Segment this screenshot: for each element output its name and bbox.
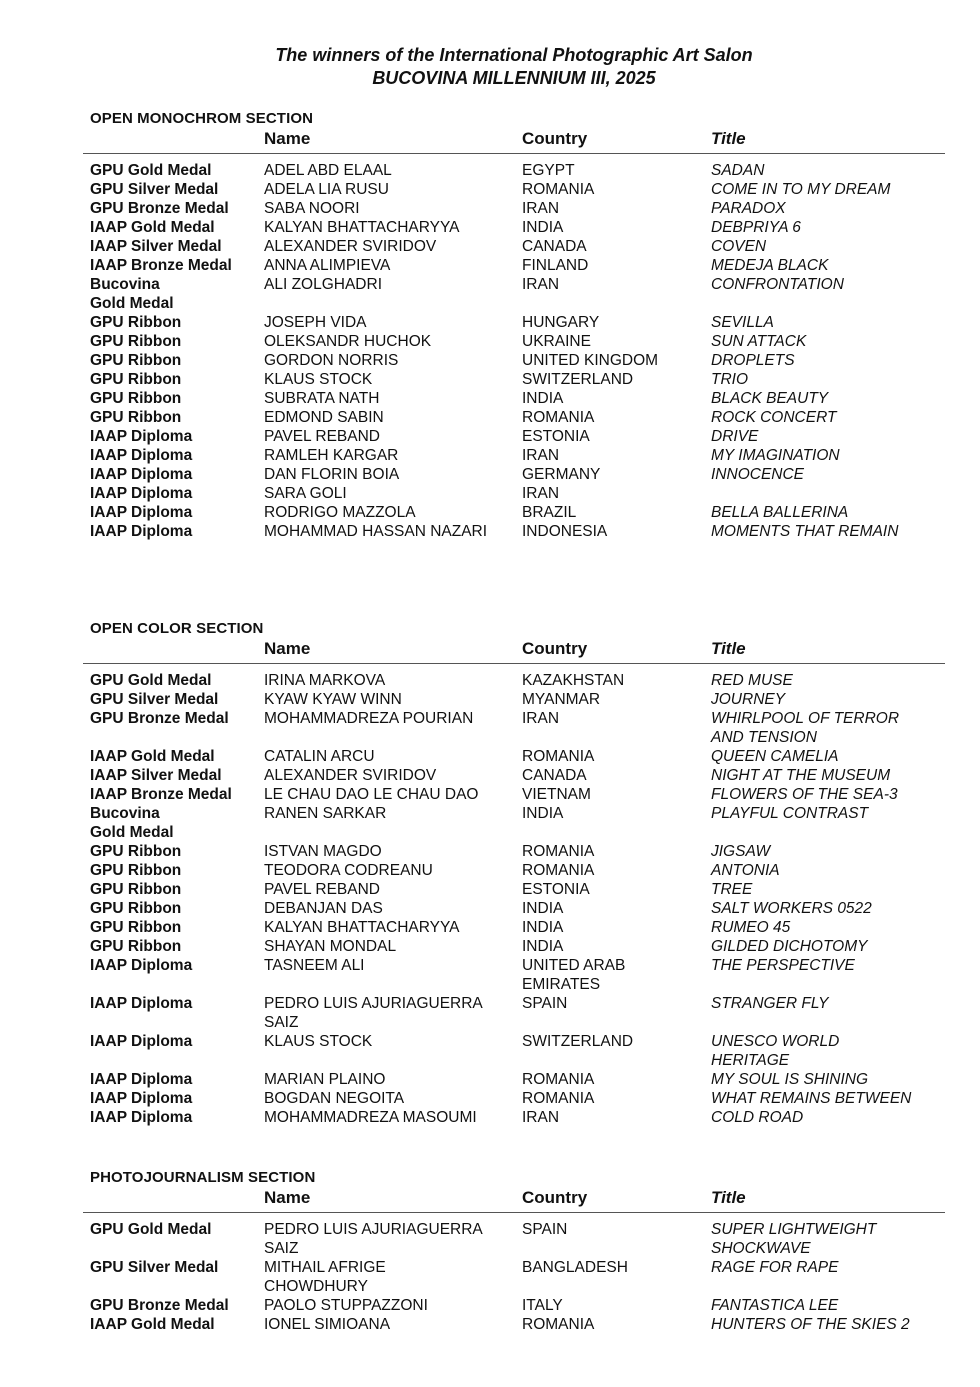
award-cell: GPU Ribbon (90, 314, 182, 331)
title-cell: CONFRONTATION (711, 276, 844, 293)
award-cell: GPU Bronze Medal (90, 1297, 229, 1314)
country-cell: IRAN (522, 200, 560, 217)
award-cell: GPU Silver Medal (90, 691, 219, 708)
column-header-title: Title (711, 639, 746, 658)
award-cell: IAAP Diploma (90, 428, 193, 445)
country-cell: UKRAINE (522, 333, 591, 350)
country-cell: KAZAKHSTAN (522, 672, 625, 689)
title-cell: THE PERSPECTIVE (711, 957, 855, 974)
name-cell: MOHAMMAD HASSAN NAZARI (264, 523, 488, 540)
name-cell: OLEKSANDR HUCHOK (264, 333, 432, 350)
title-cell: COLD ROAD (711, 1109, 804, 1126)
column-header-name: Name (264, 639, 311, 658)
country-cell: HUNGARY (522, 314, 600, 331)
award-cell: GPU Ribbon (90, 938, 182, 955)
title-cell: TREE (711, 881, 753, 898)
name-cell: CATALIN ARCU (264, 748, 375, 765)
name-cell: ADELA LIA RUSU (264, 181, 389, 198)
award-cell: Bucovina Gold Medal (90, 276, 174, 312)
award-cell: GPU Gold Medal (90, 1221, 212, 1238)
name-cell: PEDRO LUIS AJURIAGUERRA SAIZ (264, 1221, 483, 1257)
award-cell: IAAP Diploma (90, 523, 193, 540)
name-cell: DEBANJAN DAS (264, 900, 383, 917)
title-cell: SUN ATTACK (711, 333, 807, 350)
title-cell: COME IN TO MY DREAM (711, 181, 891, 198)
name-cell: KALYAN BHATTACHARYYA (264, 219, 460, 236)
country-cell: INDIA (522, 900, 564, 917)
award-cell: GPU Ribbon (90, 409, 182, 426)
award-cell: GPU Silver Medal (90, 1259, 219, 1276)
country-cell: ROMANIA (522, 1316, 595, 1333)
country-cell: IRAN (522, 1109, 560, 1126)
country-cell: FINLAND (522, 257, 589, 274)
name-cell: DAN FLORIN BOIA (264, 466, 400, 483)
country-cell: INDIA (522, 390, 564, 407)
country-cell: ESTONIA (522, 428, 590, 445)
title-cell: ANTONIA (711, 862, 780, 879)
country-cell: INDIA (522, 919, 564, 936)
country-cell: UNITED ARAB EMIRATES (522, 957, 626, 993)
name-cell: SABA NOORI (264, 200, 360, 217)
award-cell: GPU Ribbon (90, 371, 182, 388)
title-cell: WHIRLPOOL OF TERROR AND TENSION (711, 710, 900, 746)
country-cell: ROMANIA (522, 862, 595, 879)
title-cell: MEDEJA BLACK (711, 257, 829, 274)
name-cell: SUBRATA NATH (264, 390, 380, 407)
name-cell: MITHAIL AFRIGE CHOWDHURY (264, 1259, 386, 1295)
name-cell: KLAUS STOCK (264, 371, 373, 388)
award-cell: GPU Bronze Medal (90, 200, 229, 217)
column-header-name: Name (264, 1188, 311, 1207)
title-cell: QUEEN CAMELIA (711, 748, 839, 765)
award-cell: IAAP Silver Medal (90, 238, 222, 255)
name-cell: KYAW KYAW WINN (264, 691, 402, 708)
award-cell: GPU Ribbon (90, 862, 182, 879)
name-cell: TASNEEM ALI (264, 957, 365, 974)
award-cell: IAAP Diploma (90, 1090, 193, 1107)
column-header-name: Name (264, 129, 311, 148)
country-cell: ROMANIA (522, 843, 595, 860)
name-cell: MOHAMMADREZA POURIAN (264, 710, 474, 727)
name-cell: SARA GOLI (264, 485, 347, 502)
name-cell: PAVEL REBAND (264, 881, 381, 898)
award-cell: GPU Ribbon (90, 881, 182, 898)
award-cell: IAAP Gold Medal (90, 1316, 215, 1333)
column-header-country: Country (522, 639, 588, 658)
award-cell: IAAP Diploma (90, 957, 193, 974)
title-cell: WHAT REMAINS BETWEEN (711, 1090, 912, 1107)
name-cell: MARIAN PLAINO (264, 1071, 386, 1088)
award-cell: GPU Ribbon (90, 352, 182, 369)
country-cell: INDIA (522, 805, 564, 822)
award-cell: IAAP Diploma (90, 1109, 193, 1126)
country-cell: EGYPT (522, 162, 575, 179)
title-cell: ROCK CONCERT (711, 409, 837, 426)
award-cell: GPU Ribbon (90, 333, 182, 350)
country-cell: IRAN (522, 447, 560, 464)
award-cell: IAAP Silver Medal (90, 767, 222, 784)
name-cell: ALI ZOLGHADRI (264, 276, 382, 293)
country-cell: IRAN (522, 485, 560, 502)
section-heading: PHOTOJOURNALISM SECTION (90, 1169, 316, 1186)
title-cell: RUMEO 45 (711, 919, 791, 936)
award-cell: IAAP Diploma (90, 1033, 193, 1050)
document-subtitle: BUCOVINA MILLENNIUM III, 2025 (372, 68, 656, 88)
name-cell: ALEXANDER SVIRIDOV (264, 767, 437, 784)
name-cell: IONEL SIMIOANA (264, 1316, 391, 1333)
name-cell: LE CHAU DAO LE CHAU DAO (264, 786, 479, 803)
country-cell: SPAIN (522, 1221, 568, 1238)
award-cell: IAAP Gold Medal (90, 219, 215, 236)
country-cell: ITALY (522, 1297, 563, 1314)
title-cell: HUNTERS OF THE SKIES 2 (711, 1316, 910, 1333)
country-cell: BRAZIL (522, 504, 577, 521)
title-cell: GILDED DICHOTOMY (711, 938, 868, 955)
title-cell: JIGSAW (711, 843, 771, 860)
name-cell: GORDON NORRIS (264, 352, 399, 369)
title-cell: TRIO (711, 371, 749, 388)
title-cell: FANTASTICA LEE (711, 1297, 839, 1314)
name-cell: PAVEL REBAND (264, 428, 381, 445)
award-cell: GPU Gold Medal (90, 162, 212, 179)
title-cell: RED MUSE (711, 672, 793, 689)
award-cell: IAAP Bronze Medal (90, 786, 232, 803)
title-cell: PARADOX (711, 200, 786, 217)
country-cell: INDIA (522, 219, 564, 236)
name-cell: RANEN SARKAR (264, 805, 387, 822)
name-cell: JOSEPH VIDA (264, 314, 367, 331)
country-cell: INDONESIA (522, 523, 608, 540)
title-cell: PLAYFUL CONTRAST (711, 805, 869, 822)
country-cell: SPAIN (522, 995, 568, 1012)
award-cell: IAAP Bronze Medal (90, 257, 232, 274)
title-cell: FLOWERS OF THE SEA-3 (711, 786, 898, 803)
title-cell: DRIVE (711, 428, 759, 445)
section-heading: OPEN MONOCHROM SECTION (90, 110, 314, 127)
country-cell: CANADA (522, 238, 587, 255)
header-divider (83, 1212, 945, 1213)
country-cell: SWITZERLAND (522, 371, 634, 388)
column-header-title: Title (711, 1188, 746, 1207)
title-cell: MY SOUL IS SHINING (711, 1071, 869, 1088)
award-cell: IAAP Diploma (90, 995, 193, 1012)
country-cell: SWITZERLAND (522, 1033, 634, 1050)
award-cell: IAAP Diploma (90, 466, 193, 483)
name-cell: KALYAN BHATTACHARYYA (264, 919, 460, 936)
header-divider (83, 663, 945, 664)
column-header-country: Country (522, 129, 588, 148)
country-cell: CANADA (522, 767, 587, 784)
title-cell: INNOCENCE (711, 466, 805, 483)
country-cell: MYANMAR (522, 691, 601, 708)
name-cell: PEDRO LUIS AJURIAGUERRA SAIZ (264, 995, 483, 1031)
country-cell: UNITED KINGDOM (522, 352, 659, 369)
award-cell: IAAP Gold Medal (90, 748, 215, 765)
name-cell: MOHAMMADREZA MASOUMI (264, 1109, 477, 1126)
title-cell: DEBPRIYA 6 (711, 219, 801, 236)
column-header-title: Title (711, 129, 746, 148)
country-cell: ESTONIA (522, 881, 590, 898)
title-cell: MY IMAGINATION (711, 447, 840, 464)
title-cell: SALT WORKERS 0522 (711, 900, 872, 917)
name-cell: TEODORA CODREANU (264, 862, 433, 879)
award-cell: GPU Silver Medal (90, 181, 219, 198)
award-cell: IAAP Diploma (90, 1071, 193, 1088)
title-cell: SEVILLA (711, 314, 774, 331)
title-cell: STRANGER FLY (711, 995, 829, 1012)
country-cell: ROMANIA (522, 181, 595, 198)
country-cell: ROMANIA (522, 748, 595, 765)
title-cell: BELLA BALLERINA (711, 504, 849, 521)
name-cell: ADEL ABD ELAAL (264, 162, 392, 179)
award-cell: GPU Bronze Medal (90, 710, 229, 727)
name-cell: ALEXANDER SVIRIDOV (264, 238, 437, 255)
section-heading: OPEN COLOR SECTION (90, 620, 264, 637)
title-cell: MOMENTS THAT REMAIN (711, 523, 899, 540)
country-cell: INDIA (522, 938, 564, 955)
title-cell: SUPER LIGHTWEIGHT SHOCKWAVE (711, 1221, 877, 1257)
name-cell: RODRIGO MAZZOLA (264, 504, 416, 521)
name-cell: IRINA MARKOVA (264, 672, 386, 689)
award-cell: Bucovina Gold Medal (90, 805, 174, 841)
award-cell: GPU Ribbon (90, 843, 182, 860)
country-cell: IRAN (522, 710, 560, 727)
country-cell: VIETNAM (522, 786, 591, 803)
title-cell: BLACK BEAUTY (711, 390, 829, 407)
country-cell: GERMANY (522, 466, 601, 483)
title-cell: COVEN (711, 238, 767, 255)
column-header-country: Country (522, 1188, 588, 1207)
name-cell: KLAUS STOCK (264, 1033, 373, 1050)
award-cell: GPU Ribbon (90, 900, 182, 917)
title-cell: DROPLETS (711, 352, 795, 369)
name-cell: ANNA ALIMPIEVA (264, 257, 391, 274)
title-cell: SADAN (711, 162, 765, 179)
name-cell: BOGDAN NEGOITA (264, 1090, 405, 1107)
country-cell: BANGLADESH (522, 1259, 628, 1276)
header-divider (83, 153, 945, 154)
award-cell: IAAP Diploma (90, 447, 193, 464)
country-cell: IRAN (522, 276, 560, 293)
title-cell: JOURNEY (711, 691, 786, 708)
document-title: The winners of the International Photographic Art Salon (275, 45, 753, 65)
name-cell: SHAYAN MONDAL (264, 938, 397, 955)
award-cell: IAAP Diploma (90, 504, 193, 521)
title-cell: UNESCO WORLD HERITAGE (711, 1033, 840, 1069)
award-cell: IAAP Diploma (90, 485, 193, 502)
name-cell: PAOLO STUPPAZZONI (264, 1297, 428, 1314)
award-cell: GPU Ribbon (90, 390, 182, 407)
name-cell: RAMLEH KARGAR (264, 447, 399, 464)
title-cell: NIGHT AT THE MUSEUM (711, 767, 891, 784)
award-cell: GPU Gold Medal (90, 672, 212, 689)
country-cell: ROMANIA (522, 1090, 595, 1107)
name-cell: ISTVAN MAGDO (264, 843, 382, 860)
country-cell: ROMANIA (522, 1071, 595, 1088)
name-cell: EDMOND SABIN (264, 409, 384, 426)
country-cell: ROMANIA (522, 409, 595, 426)
title-cell: RAGE FOR RAPE (711, 1259, 839, 1276)
award-cell: GPU Ribbon (90, 919, 182, 936)
